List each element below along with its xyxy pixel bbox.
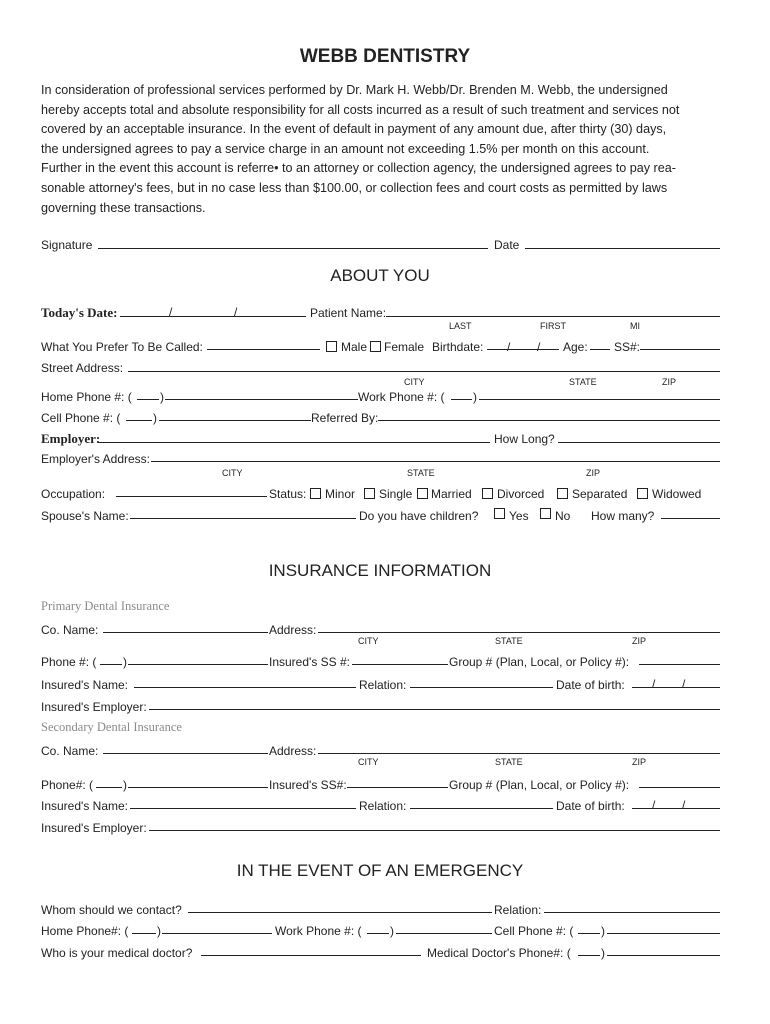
doctor-phone-label: Medical Doctor's Phone#: ( [427,946,571,960]
medical-doctor-field[interactable] [201,955,421,956]
married-label: Married [431,487,472,501]
spouse-name-field[interactable] [130,518,356,519]
emergency-contact-field[interactable] [188,912,492,913]
work-phone-label: Work Phone #: ( [358,390,445,404]
state-caption: STATE [495,636,523,646]
cell-phone-field[interactable] [607,933,720,934]
work-phone-field[interactable] [479,399,720,400]
zip-caption: ZIP [662,377,677,387]
cell-phone-label: Cell Phone #: ( [41,411,121,425]
street-address-field[interactable] [128,371,720,372]
co-name-label: Co. Name: [41,744,99,758]
date-slash: / [682,677,686,691]
phone-area[interactable] [100,664,122,665]
date-slash: / [682,798,686,812]
status-label: Status: [269,487,307,501]
home-phone-area[interactable] [132,933,156,934]
todays-date-label: Today's Date: [41,305,118,320]
paren-close: ) [473,390,477,404]
address-field[interactable] [318,632,720,633]
widowed-label: Widowed [652,487,702,501]
ss-field[interactable] [640,349,720,350]
consent-line: Further in the event this account is referre• to an attorney or collection agency, the undersigned agrees to pay rea- [41,161,676,176]
phone-area[interactable] [96,787,122,788]
consent-paragraph [41,81,723,218]
group-label: Group # (Plan, Local, or Policy #): [449,655,630,669]
consent-line: the undersigned agrees to pay a service charge in an amount not exceeding 1.5% per month on this account. [41,141,650,156]
male-checkbox[interactable] [326,341,337,352]
date-slash: / [537,340,541,354]
consent-line: covered by an acceptable insurance. In the event of default in payment of any amount due, after thirty (30) days, [41,122,667,137]
cell-phone-field[interactable] [159,420,311,421]
separated-checkbox[interactable] [557,488,568,499]
group-field[interactable] [639,787,720,788]
insured-name-label: Insured's Name: [41,678,128,692]
employer-field[interactable] [98,442,490,443]
paren-close: ) [157,924,161,938]
relation-field[interactable] [410,808,553,809]
address-label: Address: [269,623,317,637]
how-long-field[interactable] [558,442,720,443]
no-label: No [555,509,571,523]
city-caption: CITY [404,377,425,387]
employer-address-label: Employer's Address: [41,452,151,466]
male-label: Male [341,340,368,354]
insured-ss-field[interactable] [352,664,448,665]
about-heading: ABOUT YOU [330,266,430,285]
home-phone-field[interactable] [162,933,272,934]
age-label: Age: [563,340,588,354]
zip-caption: ZIP [586,468,601,478]
birthdate-field[interactable] [487,349,559,350]
doctor-phone-area[interactable] [578,955,600,956]
co-name-field[interactable] [103,632,268,633]
medical-doctor-label: Who is your medical doctor? [41,946,193,960]
phone-field[interactable] [128,787,268,788]
address-field[interactable] [318,753,720,754]
page-title: WEBB DENTISTRY [299,46,471,67]
work-phone-label: Work Phone #: ( [275,924,362,938]
relation-label: Relation: [359,799,407,813]
secondary-insurance-label: Secondary Dental Insurance [41,720,182,734]
state-caption: STATE [569,377,597,387]
date-slash: / [652,798,656,812]
insured-ss-field[interactable] [347,787,448,788]
emergency-heading: IN THE EVENT OF AN EMERGENCY [236,861,524,880]
insured-employer-label: Insured's Employer: [41,700,147,714]
paren-close: ) [123,655,127,669]
employer-label: Employer: [41,431,101,446]
spouse-name-label: Spouse's Name: [41,509,129,523]
phone-field[interactable] [128,664,268,665]
phone-label: Phone#: ( [41,778,94,792]
date-slash: / [652,677,656,691]
date-field[interactable] [525,248,720,249]
dob-field[interactable] [632,687,720,688]
cell-phone-label: Cell Phone #: ( [494,924,574,938]
date-slash: / [234,305,238,319]
dob-label: Date of birth: [556,678,625,692]
date-slash: / [507,340,511,354]
cell-phone-area[interactable] [126,420,152,421]
single-label: Single [379,487,413,501]
relation-field[interactable] [410,687,553,688]
mi-caption: MI [630,321,640,331]
signature-field[interactable] [98,248,488,249]
occupation-label: Occupation: [41,487,106,501]
paren-close: ) [123,778,127,792]
married-checkbox[interactable] [417,488,428,499]
yes-checkbox[interactable] [494,508,505,519]
relation-label: Relation: [359,678,407,692]
how-many-field[interactable] [661,518,720,519]
divorced-label: Divorced [497,487,545,501]
first-caption: FIRST [540,321,566,331]
patient-name-field[interactable] [386,316,720,317]
phone-label: Phone #: ( [41,655,97,669]
group-label: Group # (Plan, Local, or Policy #): [449,778,630,792]
how-many-label: How many? [591,509,655,523]
female-checkbox[interactable] [370,341,381,352]
insurance-heading: INSURANCE INFORMATION [268,561,492,580]
insured-name-label: Insured's Name: [41,799,128,813]
primary-insurance-label: Primary Dental Insurance [41,599,170,613]
emergency-contact-label: Whom should we contact? [41,903,182,917]
home-phone-label: Home Phone#: ( [41,924,129,938]
preferred-name-field[interactable] [207,349,320,350]
occupation-field[interactable] [116,496,267,497]
dob-label: Date of birth: [556,799,625,813]
female-label: Female [384,340,425,354]
paren-close: ) [601,946,605,960]
relation-field[interactable] [544,912,720,913]
work-phone-field[interactable] [396,933,492,934]
date-label: Date [494,238,520,252]
home-phone-field[interactable] [165,399,358,400]
cell-phone-area[interactable] [578,933,600,934]
street-address-label: Street Address: [41,361,124,375]
insured-ss-label: Insured's SS#: [269,778,347,792]
home-phone-area[interactable] [137,399,159,400]
state-caption: STATE [495,757,523,767]
last-caption: LAST [449,321,472,331]
separated-label: Separated [572,487,628,501]
minor-label: Minor [325,487,356,501]
insured-employer-field[interactable] [149,830,720,831]
insured-employer-field[interactable] [149,709,720,710]
minor-checkbox[interactable] [310,488,321,499]
address-label: Address: [269,744,317,758]
age-field[interactable] [590,349,610,350]
group-field[interactable] [639,664,720,665]
preferred-name-label: What You Prefer To Be Called: [41,340,203,354]
birthdate-label: Birthdate: [432,340,484,354]
dob-field[interactable] [632,808,720,809]
insured-ss-label: Insured's SS #: [269,655,350,669]
todays-date-field[interactable] [120,316,306,317]
consent-line: governing these transactions. [41,200,206,215]
co-name-label: Co. Name: [41,623,99,637]
paren-close: ) [390,924,394,938]
home-phone-label: Home Phone #: ( [41,390,132,404]
divorced-checkbox[interactable] [482,488,493,499]
children-label: Do you have children? [359,509,479,523]
zip-caption: ZIP [632,757,647,767]
city-caption: CITY [358,757,379,767]
consent-line: sonable attorney's fees, but in no case less than $100.00, or collection fees and court costs as permitted by laws [41,180,668,195]
work-phone-area[interactable] [451,399,472,400]
consent-line: hereby accepts total and absolute responsibility for all costs incurred as a result of such treatment and services not [41,102,680,117]
insured-name-field[interactable] [134,687,356,688]
consent-line: In consideration of professional services performed by Dr. Mark H. Webb/Dr. Brenden M. Webb, the undersigned [41,83,668,97]
single-checkbox[interactable] [364,488,375,499]
paren-close: ) [601,924,605,938]
state-caption: STATE [407,468,435,478]
referred-by-label: Referred By: [311,411,379,425]
how-long-label: How Long? [494,432,555,446]
employer-address-field[interactable] [151,461,720,462]
referred-by-field[interactable] [378,420,720,421]
paren-close: ) [160,390,164,404]
paren-close: ) [153,411,157,425]
doctor-phone-field[interactable] [607,955,720,956]
zip-caption: ZIP [632,636,647,646]
ss-label: SS#: [614,340,641,354]
date-slash: / [169,305,173,319]
city-caption: CITY [222,468,243,478]
no-checkbox[interactable] [540,508,551,519]
work-phone-area[interactable] [367,933,389,934]
insured-name-field[interactable] [130,808,356,809]
yes-label: Yes [509,509,529,523]
widowed-checkbox[interactable] [637,488,648,499]
patient-name-label: Patient Name: [310,306,387,320]
co-name-field[interactable] [103,753,268,754]
relation-label: Relation: [494,903,542,917]
insured-employer-label: Insured's Employer: [41,821,147,835]
city-caption: CITY [358,636,379,646]
signature-label: Signature [41,238,93,252]
